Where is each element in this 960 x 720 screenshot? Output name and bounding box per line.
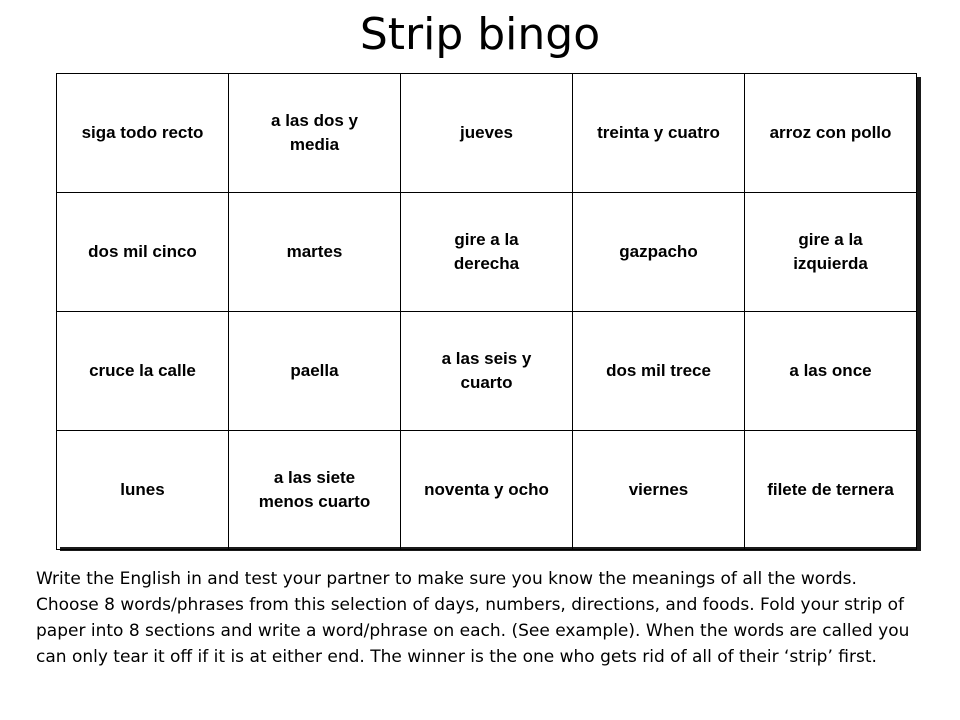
bingo-cell: lunes — [57, 431, 229, 550]
bingo-cell: filete de ternera — [745, 431, 917, 550]
instructions-paragraph: Write the English in and test your partner to make sure you know the meanings of all the words. Choose 8 words/phrases from this selection of days, numbers, directions, and foods. Fold your strip of paper into 8 sections and write a word/phrase on each. (See example). When the words are called you can only tear it off if it is at either end. The winner is the one who gets rid of all of their ‘strip’ first. — [36, 569, 910, 667]
bingo-grid — [56, 73, 917, 550]
bingo-cell: martes — [229, 193, 401, 312]
slide-title: Strip bingo — [359, 9, 601, 60]
bingo-row — [57, 431, 917, 550]
bingo-cell: viernes — [573, 431, 745, 550]
bingo-row — [57, 74, 917, 193]
bingo-cell: a las siete menos cuarto — [229, 431, 401, 550]
bingo-cell: a las once — [745, 312, 917, 431]
bingo-cell: jueves — [401, 74, 573, 193]
bingo-cell: paella — [229, 312, 401, 431]
bingo-cell: dos mil trece — [573, 312, 745, 431]
bingo-cell: noventa y ocho — [401, 431, 573, 550]
bingo-cell: gire a la derecha — [401, 193, 573, 312]
bingo-cell: cruce la calle — [57, 312, 229, 431]
bingo-cell: dos mil cinco — [57, 193, 229, 312]
bingo-cell: gazpacho — [573, 193, 745, 312]
bingo-cell: treinta y cuatro — [573, 74, 745, 193]
bingo-cell: arroz con pollo — [745, 74, 917, 193]
bingo-cell: a las seis y cuarto — [401, 312, 573, 431]
bingo-cell: siga todo recto — [57, 74, 229, 193]
bingo-row — [57, 193, 917, 312]
bingo-cell: gire a la izquierda — [745, 193, 917, 312]
bingo-cell: a las dos y media — [229, 74, 401, 193]
bingo-grid-container — [56, 73, 917, 547]
bingo-row — [57, 312, 917, 431]
